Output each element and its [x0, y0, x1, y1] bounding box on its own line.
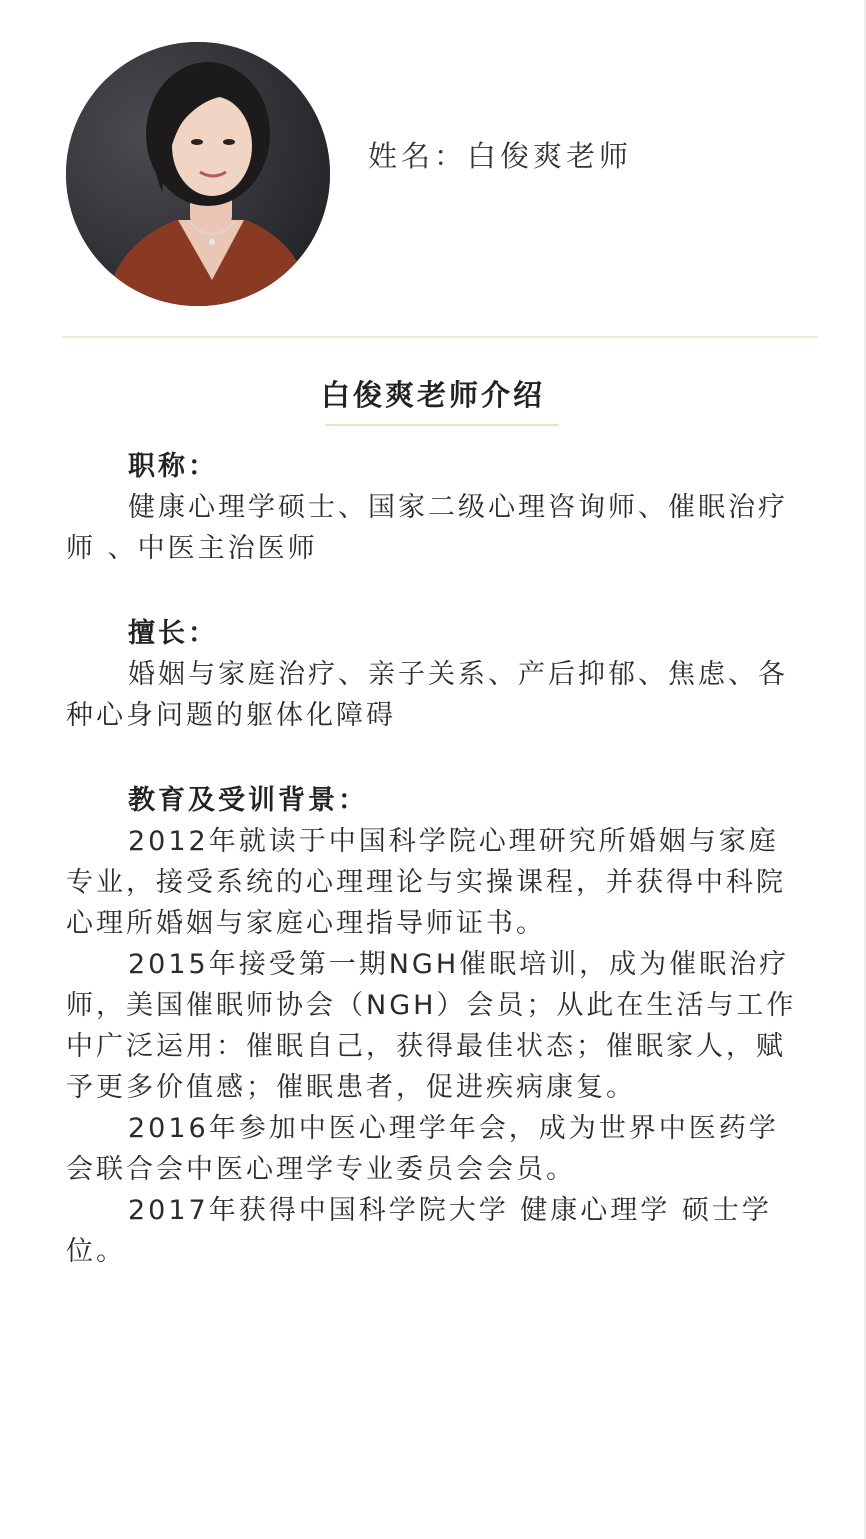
name-label: 姓名： [368, 139, 468, 173]
name-value: 白俊爽老师 [467, 139, 633, 173]
education-paragraph: 2016年参加中医心理学年会，成为世界中医药学会联合会中医心理学专业委员会会员。 [66, 1113, 779, 1185]
teacher-avatar [66, 42, 330, 306]
section-title-underline [325, 424, 559, 426]
teacher-name [368, 134, 632, 175]
education-paragraph: 2012年就读于中国科学院心理研究所婚姻与家庭专业，接受系统的心理理论与实操课程，并获得中科院心理所婚姻与家庭心理指导师证书。 [66, 826, 786, 939]
title-text: 健康心理学硕士、国家二级心理咨询师、催眠治疗师 、中医主治医师 [66, 492, 788, 564]
education-paragraph: 2015年接受第一期NGH催眠培训，成为催眠治疗师，美国催眠师协会（NGH）会员；从此在生活与工作中广泛运用：催眠自己，获得最佳状态；催眠家人，赋予更多价值感；催眠患者，促进疾病康复。 [66, 949, 797, 1103]
intro-content [66, 447, 800, 1272]
title-label: 职称： [128, 451, 218, 482]
specialty-text: 婚姻与家庭治疗、亲子关系、产后抑郁、焦虑、各种心身问题的躯体化障碍 [66, 659, 788, 731]
header-divider [62, 336, 818, 338]
education-label: 教育及受训背景： [128, 785, 368, 816]
section-title: 白俊爽老师介绍 [320, 378, 545, 412]
education-paragraph: 2017年获得中国科学院大学 健康心理学 硕士学位。 [66, 1195, 772, 1267]
specialty-label: 擅长： [128, 618, 218, 649]
